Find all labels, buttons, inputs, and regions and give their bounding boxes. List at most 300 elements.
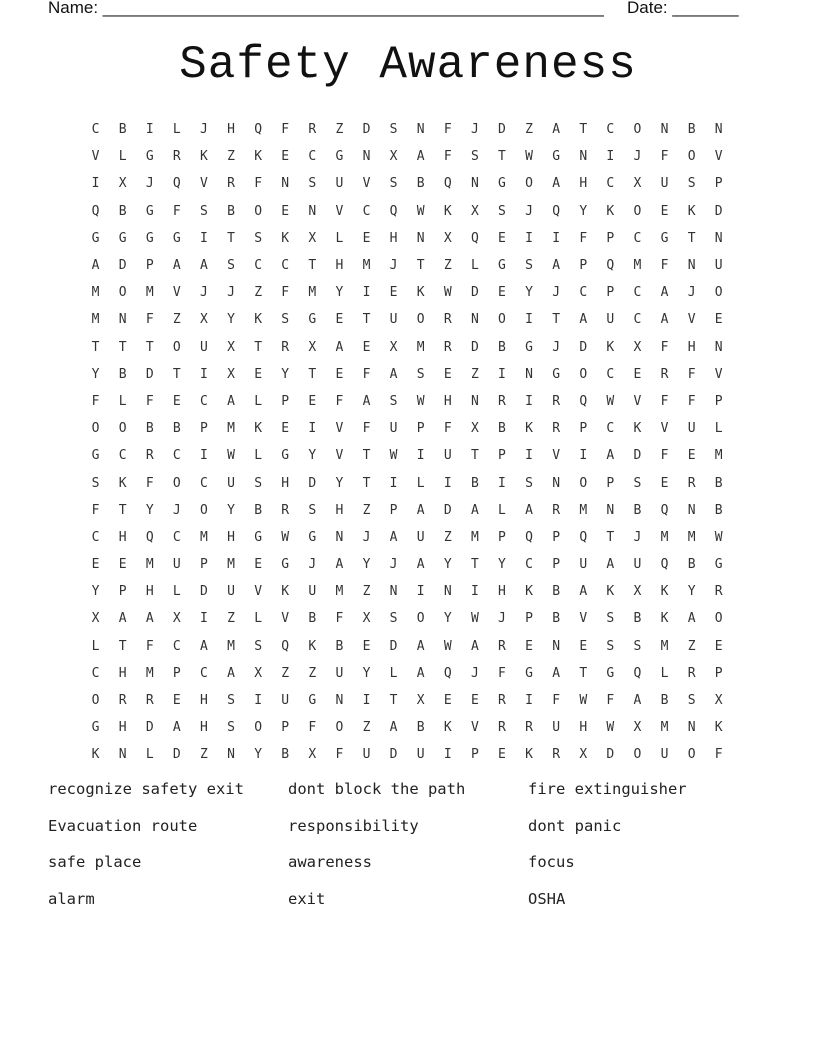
grid-letter: N: [470, 176, 479, 192]
grid-letter: G: [498, 258, 506, 274]
grid-letter: S: [389, 176, 398, 192]
grid-letter: T: [389, 693, 398, 709]
grid-letter: A: [118, 611, 127, 627]
grid-letter: L: [172, 122, 181, 138]
grid-letter: M: [660, 720, 669, 736]
grid-letter: A: [470, 502, 479, 518]
grid-letter: C: [172, 448, 181, 464]
grid-letter: Q: [660, 557, 669, 573]
grid-letter: F: [254, 176, 263, 192]
grid-letter: V: [633, 393, 642, 409]
grid-letter: U: [416, 747, 425, 763]
grid-letter: X: [91, 611, 100, 627]
grid-letter: P: [200, 557, 208, 573]
grid-letter: G: [91, 230, 100, 246]
grid-letter: Y: [443, 557, 452, 573]
grid-letter: E: [172, 693, 181, 709]
grid-letter: I: [498, 475, 506, 491]
grid-letter: V: [579, 611, 588, 627]
grid-letter: J: [552, 285, 561, 301]
word-bank-item: Evacuation route: [48, 816, 198, 835]
grid-letter: F: [660, 339, 669, 355]
grid-letter: P: [714, 665, 723, 681]
grid-letter: R: [552, 393, 561, 409]
grid-letter: Q: [281, 638, 290, 654]
grid-letter: M: [362, 258, 371, 274]
grid-letter: S: [308, 176, 317, 192]
grid-letter: K: [606, 203, 615, 219]
grid-letter: B: [145, 421, 154, 437]
grid-letter: E: [579, 638, 588, 654]
grid-letter: Q: [172, 176, 181, 192]
grid-letter: U: [714, 258, 723, 274]
word-bank-item: focus: [528, 853, 575, 872]
grid-letter: S: [525, 258, 533, 274]
grid-letter: G: [254, 529, 263, 545]
grid-letter: G: [308, 312, 317, 328]
grid-letter: L: [660, 665, 669, 681]
grid-letter: S: [606, 611, 615, 627]
grid-letter: L: [416, 475, 425, 491]
grid-letter: B: [633, 502, 642, 518]
grid-letter: V: [362, 176, 371, 192]
grid-letter: P: [552, 529, 561, 545]
grid-letter: Z: [525, 122, 533, 138]
grid-letter: B: [172, 421, 181, 437]
grid-letter: E: [443, 366, 452, 382]
grid-letter: T: [416, 258, 425, 274]
grid-letter: O: [633, 203, 642, 219]
grid-letter: J: [498, 611, 506, 627]
grid-letter: I: [606, 149, 615, 165]
grid-letter: B: [552, 584, 561, 600]
grid-letter: S: [308, 502, 317, 518]
grid-letter: T: [579, 665, 588, 681]
grid-letter: I: [579, 448, 588, 464]
grid-letter: J: [172, 502, 181, 518]
grid-letter: I: [308, 421, 317, 437]
grid-letter: M: [714, 448, 723, 464]
grid-letter: S: [91, 475, 100, 491]
word-bank-row: [48, 853, 768, 890]
grid-letter: Q: [145, 529, 154, 545]
grid-letter: U: [660, 176, 669, 192]
grid-letter: U: [552, 720, 561, 736]
grid-letter: W: [443, 638, 452, 654]
grid-letter: R: [281, 339, 290, 355]
grid-letter: C: [633, 230, 642, 246]
grid-letter: N: [579, 149, 588, 165]
grid-letter: D: [633, 448, 642, 464]
grid-letter: F: [443, 149, 452, 165]
grid-letter: Z: [362, 502, 371, 518]
grid-letter: E: [633, 366, 642, 382]
grid-letter: I: [470, 584, 479, 600]
grid-row: [82, 361, 734, 388]
grid-letter: A: [470, 638, 479, 654]
grid-letter: M: [145, 557, 154, 573]
grid-letter: M: [687, 529, 696, 545]
grid-letter: V: [552, 448, 561, 464]
grid-letter: F: [145, 638, 154, 654]
grid-letter: K: [687, 203, 696, 219]
grid-letter: F: [714, 747, 723, 763]
grid-letter: I: [443, 475, 452, 491]
grid-letter: A: [389, 529, 398, 545]
grid-letter: A: [552, 122, 561, 138]
grid-letter: R: [172, 149, 181, 165]
name-field-label: Name: _____________________________________________________: [48, 0, 604, 17]
word-bank-row: [48, 890, 768, 927]
grid-letter: Q: [389, 203, 398, 219]
grid-letter: K: [200, 149, 208, 165]
grid-letter: P: [416, 421, 425, 437]
grid-letter: Z: [281, 665, 290, 681]
grid-letter: B: [416, 176, 425, 192]
grid-letter: I: [200, 448, 208, 464]
grid-row: [82, 252, 734, 279]
grid-letter: U: [579, 557, 588, 573]
grid-letter: V: [335, 448, 344, 464]
grid-letter: Z: [172, 312, 181, 328]
grid-letter: N: [714, 122, 723, 138]
grid-letter: Q: [91, 203, 100, 219]
grid-letter: N: [687, 720, 696, 736]
grid-letter: W: [227, 448, 235, 464]
grid-letter: X: [579, 747, 588, 763]
grid-letter: P: [579, 258, 588, 274]
grid-letter: A: [660, 312, 669, 328]
grid-letter: M: [91, 312, 100, 328]
grid-letter: H: [335, 258, 344, 274]
grid-letter: U: [200, 339, 208, 355]
grid-letter: J: [470, 665, 479, 681]
grid-letter: D: [308, 475, 317, 491]
grid-letter: C: [633, 285, 642, 301]
grid-letter: R: [498, 720, 506, 736]
grid-letter: Z: [687, 638, 696, 654]
grid-letter: H: [281, 475, 290, 491]
grid-letter: Q: [525, 529, 533, 545]
grid-letter: O: [91, 693, 100, 709]
grid-letter: H: [227, 122, 235, 138]
grid-letter: O: [633, 747, 642, 763]
grid-letter: E: [498, 747, 506, 763]
grid-letter: K: [606, 339, 615, 355]
grid-letter: U: [606, 312, 615, 328]
grid-letter: O: [172, 339, 181, 355]
grid-letter: P: [172, 665, 181, 681]
grid-letter: X: [416, 693, 425, 709]
grid-letter: A: [389, 366, 398, 382]
grid-letter: K: [525, 747, 533, 763]
grid-letter: B: [335, 638, 344, 654]
grid-letter: X: [308, 747, 317, 763]
grid-letter: S: [254, 638, 263, 654]
grid-letter: S: [498, 203, 506, 219]
grid-letter: F: [145, 312, 154, 328]
grid-letter: A: [606, 448, 615, 464]
grid-letter: N: [687, 502, 696, 518]
grid-letter: Z: [308, 665, 317, 681]
grid-letter: N: [308, 203, 317, 219]
grid-letter: L: [254, 611, 263, 627]
grid-letter: T: [362, 312, 371, 328]
grid-row: [82, 578, 734, 605]
grid-letter: T: [470, 557, 479, 573]
grid-letter: O: [498, 312, 506, 328]
grid-letter: U: [389, 421, 398, 437]
grid-letter: L: [714, 421, 723, 437]
grid-letter: K: [525, 421, 533, 437]
grid-letter: Q: [633, 665, 642, 681]
grid-letter: X: [470, 421, 479, 437]
grid-letter: K: [281, 230, 290, 246]
grid-letter: Q: [552, 203, 561, 219]
grid-letter: T: [687, 230, 696, 246]
word-bank-item: OSHA: [528, 889, 566, 908]
grid-letter: G: [525, 665, 533, 681]
grid-letter: I: [525, 230, 533, 246]
grid-row: [82, 388, 734, 415]
grid-letter: H: [118, 720, 127, 736]
grid-letter: P: [552, 557, 561, 573]
grid-letter: J: [389, 258, 398, 274]
grid-letter: N: [714, 339, 723, 355]
grid-letter: M: [579, 502, 588, 518]
grid-letter: A: [579, 584, 588, 600]
grid-letter: A: [660, 285, 669, 301]
grid-letter: K: [660, 611, 669, 627]
grid-letter: M: [660, 638, 669, 654]
grid-row: [82, 334, 734, 361]
grid-letter: I: [525, 448, 533, 464]
grid-row: [82, 605, 734, 632]
grid-letter: X: [633, 584, 642, 600]
grid-letter: D: [362, 122, 371, 138]
grid-letter: K: [308, 638, 317, 654]
grid-letter: M: [227, 421, 235, 437]
grid-letter: J: [227, 285, 235, 301]
grid-letter: H: [335, 502, 344, 518]
grid-letter: R: [714, 584, 723, 600]
grid-letter: T: [498, 149, 506, 165]
grid-letter: K: [416, 285, 425, 301]
grid-letter: S: [254, 230, 263, 246]
grid-letter: U: [227, 584, 235, 600]
grid-letter: X: [389, 149, 398, 165]
grid-letter: C: [362, 203, 371, 219]
grid-letter: K: [443, 720, 452, 736]
grid-letter: A: [362, 393, 371, 409]
grid-letter: D: [443, 502, 452, 518]
grid-letter: K: [633, 421, 642, 437]
grid-letter: U: [389, 312, 398, 328]
grid-letter: Z: [227, 149, 235, 165]
grid-letter: U: [443, 448, 452, 464]
grid-letter: G: [552, 149, 561, 165]
grid-letter: P: [606, 285, 615, 301]
grid-letter: B: [118, 203, 127, 219]
grid-letter: U: [335, 176, 344, 192]
grid-letter: X: [227, 339, 235, 355]
grid-letter: B: [552, 611, 561, 627]
grid-letter: F: [579, 230, 588, 246]
grid-letter: O: [579, 366, 588, 382]
grid-letter: M: [633, 258, 642, 274]
grid-letter: X: [633, 176, 642, 192]
grid-letter: B: [687, 122, 696, 138]
grid-letter: R: [443, 312, 452, 328]
word-bank-item: fire extinguisher: [528, 780, 687, 798]
grid-letter: H: [227, 529, 235, 545]
grid-letter: E: [281, 421, 290, 437]
grid-letter: X: [633, 339, 642, 355]
grid-letter: U: [660, 747, 669, 763]
grid-letter: N: [389, 584, 398, 600]
grid-letter: O: [91, 421, 100, 437]
grid-letter: N: [227, 747, 235, 763]
grid-letter: M: [416, 339, 425, 355]
grid-letter: R: [145, 448, 154, 464]
grid-letter: Y: [335, 285, 344, 301]
grid-letter: P: [118, 584, 127, 600]
word-bank-item: responsibility: [288, 816, 419, 835]
grid-letter: O: [118, 421, 127, 437]
grid-letter: J: [687, 285, 696, 301]
grid-letter: R: [525, 720, 533, 736]
grid-letter: K: [714, 720, 723, 736]
grid-letter: N: [118, 747, 127, 763]
grid-letter: O: [254, 720, 263, 736]
grid-letter: A: [687, 611, 696, 627]
grid-letter: A: [227, 393, 235, 409]
grid-letter: N: [660, 122, 669, 138]
grid-letter: G: [145, 230, 154, 246]
grid-letter: S: [227, 693, 235, 709]
grid-letter: E: [362, 638, 371, 654]
grid-letter: D: [470, 339, 479, 355]
grid-row: [82, 633, 734, 660]
grid-row: [82, 741, 734, 768]
grid-letter: T: [470, 448, 479, 464]
grid-letter: N: [416, 122, 425, 138]
grid-letter: U: [687, 421, 696, 437]
grid-letter: S: [389, 122, 398, 138]
grid-letter: X: [308, 339, 317, 355]
grid-letter: C: [606, 122, 615, 138]
grid-letter: V: [172, 285, 181, 301]
grid-letter: W: [579, 693, 588, 709]
grid-letter: I: [498, 366, 506, 382]
grid-letter: X: [470, 203, 479, 219]
grid-letter: Y: [335, 475, 344, 491]
grid-letter: J: [633, 529, 642, 545]
grid-letter: J: [470, 122, 479, 138]
grid-letter: T: [91, 339, 100, 355]
grid-letter: H: [200, 693, 208, 709]
grid-letter: Z: [443, 258, 452, 274]
grid-letter: E: [118, 557, 127, 573]
grid-letter: C: [606, 421, 615, 437]
grid-letter: E: [389, 285, 398, 301]
grid-letter: S: [389, 611, 398, 627]
grid-letter: O: [579, 475, 588, 491]
grid-letter: T: [145, 339, 154, 355]
grid-letter: P: [200, 421, 208, 437]
grid-letter: N: [552, 475, 561, 491]
grid-letter: O: [416, 312, 425, 328]
grid-letter: Z: [335, 122, 344, 138]
grid-letter: A: [91, 258, 100, 274]
grid-letter: V: [91, 149, 100, 165]
grid-letter: S: [525, 475, 533, 491]
grid-letter: P: [714, 393, 723, 409]
grid-letter: G: [660, 230, 669, 246]
grid-row: [82, 198, 734, 225]
grid-letter: G: [606, 665, 615, 681]
grid-letter: F: [362, 366, 371, 382]
grid-letter: G: [281, 448, 290, 464]
grid-letter: C: [200, 475, 208, 491]
grid-letter: N: [714, 230, 723, 246]
grid-letter: G: [525, 339, 533, 355]
grid-letter: A: [552, 176, 561, 192]
grid-letter: Y: [362, 665, 371, 681]
grid-letter: Q: [470, 230, 479, 246]
grid-letter: I: [525, 393, 533, 409]
grid-letter: Y: [227, 312, 235, 328]
grid-letter: T: [118, 339, 127, 355]
grid-letter: M: [660, 529, 669, 545]
grid-row: [82, 660, 734, 687]
grid-letter: J: [308, 557, 317, 573]
date-field-label: Date: _______: [627, 0, 739, 17]
grid-letter: H: [200, 720, 208, 736]
grid-row: [82, 306, 734, 333]
grid-letter: V: [660, 421, 669, 437]
grid-letter: V: [200, 176, 208, 192]
grid-letter: S: [281, 312, 290, 328]
grid-letter: B: [470, 475, 479, 491]
grid-letter: K: [606, 584, 615, 600]
grid-letter: X: [227, 366, 235, 382]
grid-letter: C: [91, 665, 100, 681]
grid-letter: Y: [91, 584, 100, 600]
grid-letter: B: [633, 611, 642, 627]
grid-letter: F: [606, 693, 615, 709]
grid-letter: Y: [525, 285, 533, 301]
grid-letter: M: [200, 529, 208, 545]
grid-letter: O: [633, 122, 642, 138]
grid-letter: B: [714, 502, 723, 518]
grid-letter: S: [200, 203, 208, 219]
grid-letter: X: [362, 611, 371, 627]
grid-letter: R: [660, 366, 669, 382]
grid-letter: I: [525, 312, 533, 328]
grid-letter: D: [118, 258, 127, 274]
grid-letter: E: [254, 366, 263, 382]
grid-letter: M: [91, 285, 100, 301]
grid-letter: C: [91, 529, 100, 545]
word-bank-row: [48, 780, 768, 817]
grid-letter: C: [118, 448, 127, 464]
word-bank-item: awareness: [288, 853, 372, 872]
grid-letter: W: [714, 529, 723, 545]
grid-letter: G: [281, 557, 290, 573]
grid-letter: I: [200, 230, 208, 246]
grid-letter: G: [91, 720, 100, 736]
